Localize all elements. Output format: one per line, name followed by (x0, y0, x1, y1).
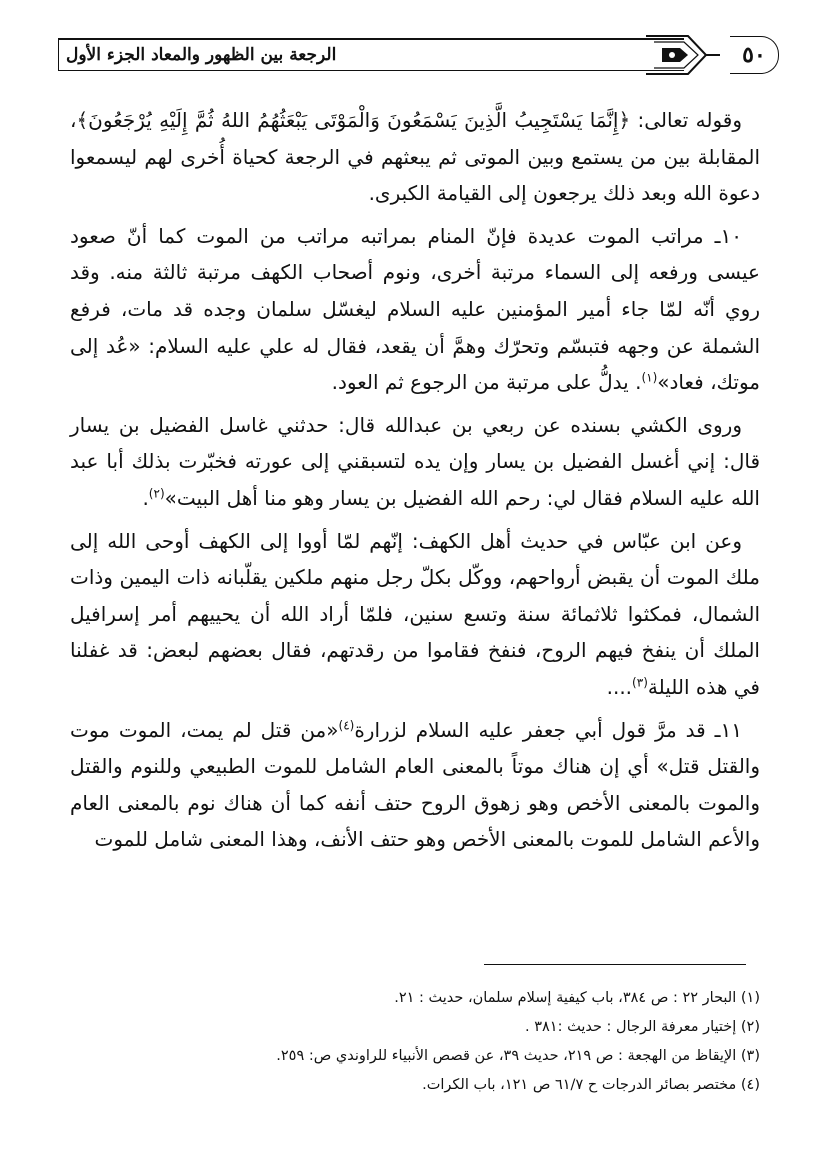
paragraph-5-text: ١١ـ قد مرَّ قول أبي جعفر عليه السلام لزرارة (354, 717, 742, 742)
page-number: ٥٠ (730, 36, 779, 74)
footnote-1: (١) البحار ٢٢ : ص ٣٨٤، باب كيفية إسلام سلمان، حديث : ٢١. (394, 990, 760, 1006)
paragraph-3-dot: . (142, 485, 149, 510)
paragraph-4-ellipsis: .... (606, 674, 633, 699)
footnote-4: (٤) مختصر بصائر الدرجات ح ٦١/٧ ص ١٢١، باب الكرات. (422, 1077, 760, 1093)
paragraph-4-text: وعن ابن عبّاس في حديث أهل الكهف: إنّهم لمّا أووا إلى الكهف أوحى الله إلى ملك الموت أن يقبض أرواحهم، ووكّل بكلّ رجل منهم ملكين يقلّبانه ذات اليمين وذات الشمال، فمكثوا ثلاثمائة سنة وتسع سنين، فلمّا أراد الله أن يحييهم أمر إسرافيل الملك أن ينفخ فيهم الروح، فنفخ فقاموا من رقدتهم، فقال بعضهم لبعض: قد غفلنا في هذه الليلة (70, 528, 760, 699)
paragraph-3 (70, 407, 760, 517)
footnote-divider (484, 964, 746, 965)
paragraph-3-text: وروى الكشي بسنده عن ربعي بن عبدالله قال: حدثني غاسل الفضيل بن يسار قال: إني أغسل الفضيل بن يسار وإن يده لتسبقني إلى عورته فخبّرت بذلك أبا عبد الله عليه السلام فقال لي: رحم الله الفضيل بن يسار وهو منا أهل البيت» (70, 412, 760, 510)
footnotes (70, 984, 760, 1100)
header-rule-bottom (58, 70, 684, 71)
paragraph-5 (70, 712, 760, 858)
footnote-ref-2[interactable]: (٢) (148, 486, 165, 501)
header-ornament-icon (644, 28, 722, 82)
paragraph-4 (70, 523, 760, 706)
header-rule-top (58, 38, 684, 40)
footnote-ref-4[interactable]: (٤) (338, 717, 355, 732)
paragraph-2 (70, 218, 760, 401)
page-header (46, 24, 774, 86)
paragraph-1: وقوله تعالى: ﴿إِنَّمَا يَسْتَجِيبُ الَّذِينَ يَسْمَعُونَ وَالْمَوْتَى يَبْعَثُهُمُ اللهُ ثُمَّ إِلَيْهِ يُرْجَعُونَ﴾، المقابلة بين من يستمع وبين الموتى ثم يبعثهم في الرجعة كحياة أُخرى لهم ليسمعوا دعوة الله وبعد ذلك يرجعون إلى القيامة الكبرى. (70, 108, 760, 206)
header-left-cap (58, 38, 59, 71)
paragraph-2-tail: . يدلُّ على مرتبة من الرجوع ثم العود. (331, 370, 642, 395)
main-text (70, 102, 760, 864)
footnote-ref-3[interactable]: (٣) (632, 675, 648, 690)
paragraph-2-text: ١٠ـ مراتب الموت عديدة فإنّ المنام بمراتبه مراتب من الموت كما أنّ صعود عيسى ورفعه إلى السماء مرتبة أخرى، ونوم أصحاب الكهف مرتبة ثالثة منه. وقد روي أنّه لمّا جاء أمير المؤمنين عليه السلام ليغسّل سلمان وجده قد مات، فرفع الشملة عن وجهه فتبسّم وتحرّك وهمَّ أن يقعد، فقال له علي عليه السلام: «عُد إلى موتك، فعاد» (70, 223, 760, 395)
running-title: الرجعة بين الظهور والمعاد الجزء الأول (66, 45, 337, 65)
footnote-ref-1[interactable]: (١) (641, 370, 658, 385)
footnote-2: (٢) إختيار معرفة الرجال : حديث :٣٨١ . (525, 1019, 760, 1035)
footnote-3: (٣) الإيقاظ من الهجعة : ص ٢١٩، حديث ٣٩، عن قصص الأنبياء للراوندي ص: ٢٥٩. (276, 1048, 760, 1064)
paragraph-5-tail: «من قتل لم يمت، الموت موت والقتل قتل» أي إن هناك موتاً بالمعنى العام الشامل للموت الطبيعي وللنوم والقتل والموت بالمعنى الأخص وهو زهوق الروح حتف أنفه كما أن هناك نوم بالمعنى العام والأعم الشامل للموت بالمعنى الأخص وهو حتف الأنف، وهذا المعنى شامل للموت (70, 717, 760, 852)
